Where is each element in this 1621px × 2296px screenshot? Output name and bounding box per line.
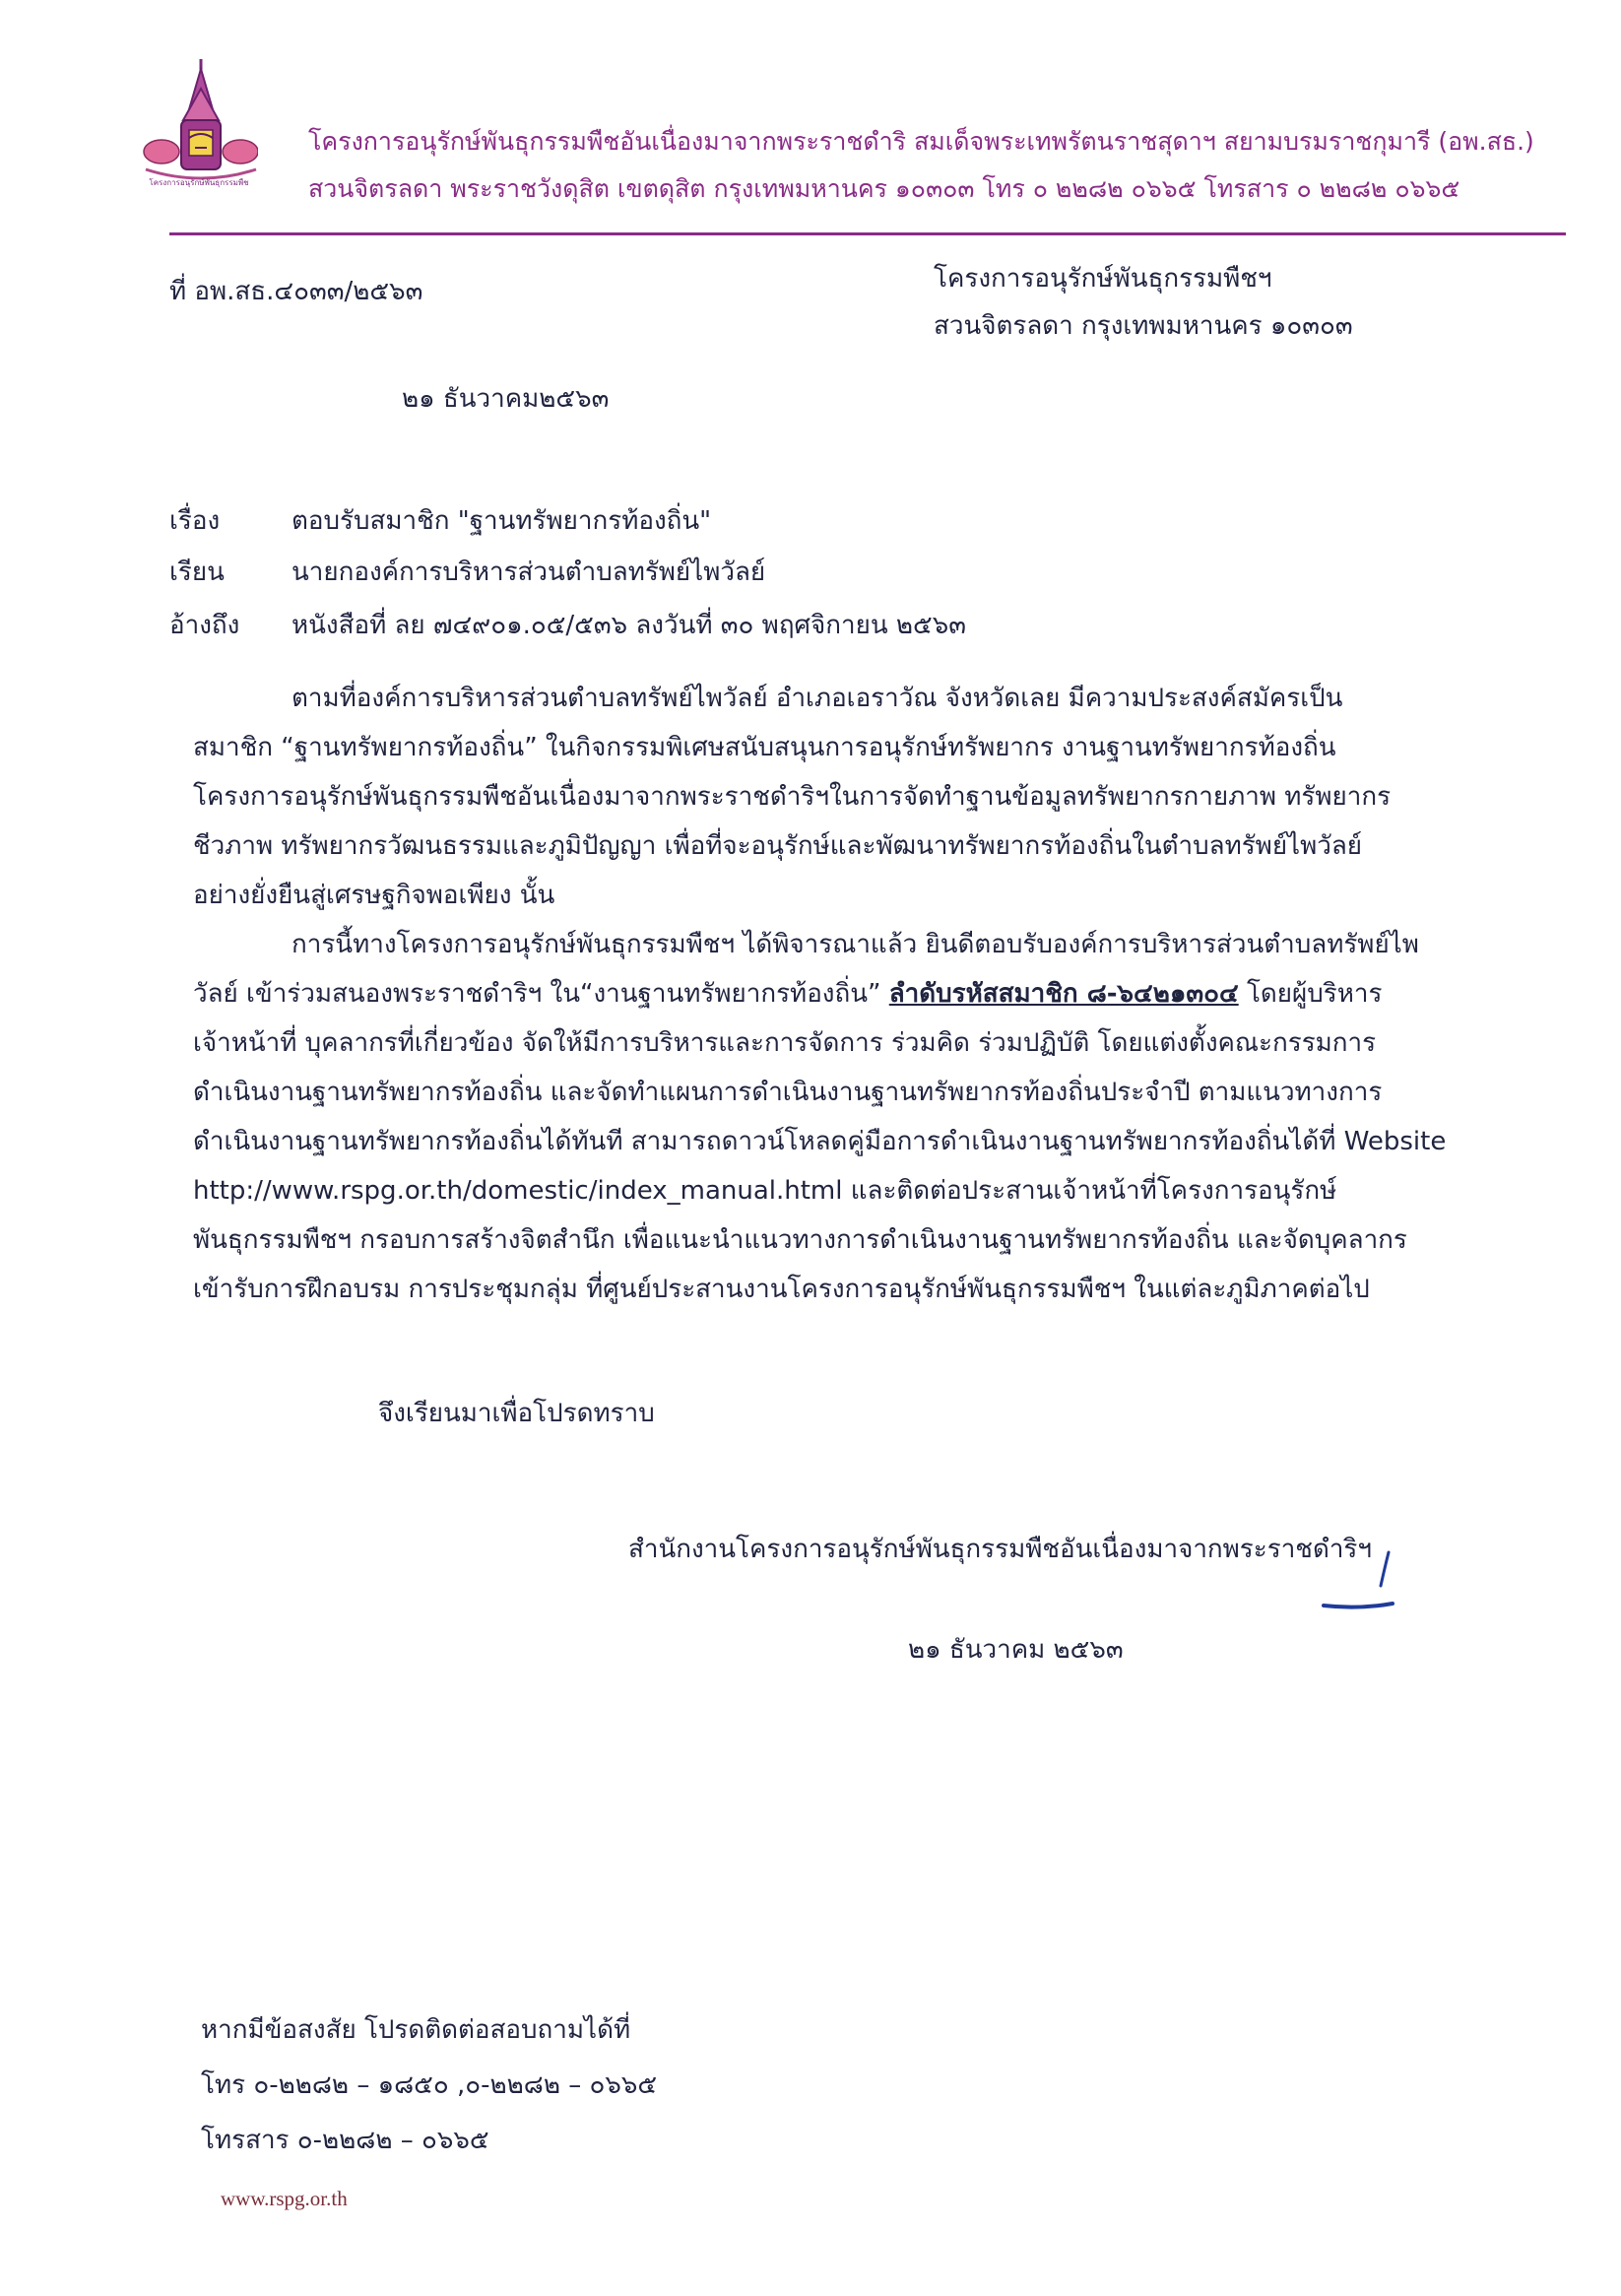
contact-question: หากมีข้อสงสัย โปรดติดต่อสอบถามได้ที่ [201, 2015, 631, 2045]
rspg-logo [140, 59, 258, 197]
subject-value: ตอบรับสมาชิก "ฐานทรัพยากรท้องถิ่น" [292, 506, 712, 536]
logo-caption: โครงการอนุรักษ์พันธุกรรมพืช [149, 178, 249, 187]
paragraph-2-line-code [193, 969, 1463, 1018]
sender-line-1: โครงการอนุรักษ์พันธุกรรมพืชฯ [934, 264, 1272, 294]
signature-stroke-icon [1320, 1548, 1408, 1617]
subject-label: เรื่อง [169, 506, 221, 536]
paragraph-1 [193, 674, 1463, 920]
footer-website: www.rspg.or.th [221, 2187, 348, 2210]
paragraph-1-line: อย่างยั่งยืนสู่เศรษฐกิจพอเพียง นั้น [193, 881, 555, 910]
paragraph-2-line: ดำเนินงานฐานทรัพยากรท้องถิ่นได้ทันที สามารถดาวน์โหลดคู่มือการดำเนินงานฐานทรัพยากรท้องถิ่นได้ที่ Website [193, 1127, 1447, 1156]
recipient-value: นายกองค์การบริหารส่วนตำบลทรัพย์ไพวัลย์ [292, 558, 766, 587]
paragraph-2 [193, 920, 1463, 1314]
reference-label: อ้างถึง [169, 611, 240, 640]
paragraph-2-line: การนี้ทางโครงการอนุรักษ์พันธุกรรมพืชฯ ได้พิจารณาแล้ว ยินดีตอบรับองค์การบริหารส่วนตำบลทรัพย์ไพ [292, 930, 1419, 959]
paragraph-2-line: พันธุกรรมพืชฯ กรอบการสร้างจิตสำนึก เพื่อแนะนำแนวทางการดำเนินงานฐานทรัพยากรท้องถิ่น และจัดบุคลากร [193, 1225, 1407, 1255]
manual-url-line: http://www.rspg.or.th/domestic/index_manual.html และติดต่อประสานเจ้าหน้าที่โครงการอนุรักษ์ [193, 1176, 1337, 1206]
paragraph-2-line: เจ้าหน้าที่ บุคลากรที่เกี่ยวข้อง จัดให้มีการบริหารและการจัดการ ร่วมคิด ร่วมปฏิบัติ โดยแต่งตั้งคณะกรรมการ [193, 1028, 1377, 1058]
reference-value: หนังสือที่ ลย ๗๔๙๐๑.๐๕/๕๓๖ ลงวันที่ ๓๐ พฤศจิกายน ๒๕๖๓ [292, 611, 967, 640]
paragraph-1-line: โครงการอนุรักษ์พันธุกรรมพืชอันเนื่องมาจากพระราชดำริฯในการจัดทำฐานข้อมูลทรัพยากรกายภาพ ทรัพยากร [193, 782, 1392, 812]
paragraph-2-text: วัลย์ เข้าร่วมสนองพระราชดำริฯ ใน“งานฐานทรัพยากรท้องถิ่น” [193, 979, 889, 1009]
letterhead-divider [169, 232, 1566, 235]
letterhead-line-1: โครงการอนุรักษ์พันธุกรรมพืชอันเนื่องมาจากพระราชดำริ สมเด็จพระเทพรัตนราชสุดาฯ สยามบรมราชกุมารี (อพ.สธ.) [308, 127, 1534, 156]
contact-phone: โทร ๐-๒๒๘๒ – ๑๘๕๐ ,๐-๒๒๘๒ – ๐๖๖๕ [201, 2070, 658, 2100]
paragraph-1-line: สมาชิก “ฐานทรัพยากรท้องถิ่น” ในกิจกรรมพิเศษสนับสนุนการอนุรักษ์ทรัพยากร งานฐานทรัพยากรท้องถิ่น [193, 733, 1336, 762]
recipient-label: เรียน [169, 558, 225, 587]
paragraph-1-line: ชีวภาพ ทรัพยากรวัฒนธรรมและภูมิปัญญา เพื่อที่จะอนุรักษ์และพัฒนาทรัพยากรท้องถิ่นในตำบลทรัพย์ไพวัลย์ [193, 831, 1363, 861]
paragraph-2-line: ดำเนินงานฐานทรัพยากรท้องถิ่น และจัดทำแผนการดำเนินงานฐานทรัพยากรท้องถิ่นประจำปี ตามแนวทางการ [193, 1078, 1383, 1107]
letterhead-line-2: สวนจิตรลดา พระราชวังดุสิต เขตดุสิต กรุงเทพมหานคร ๑๐๓๐๓ โทร ๐ ๒๒๘๒ ๐๖๖๕ โทรสาร ๐ ๒๒๘๒ ๐๖๖๕ [308, 174, 1460, 203]
document-number: ที่ อพ.สธ.๔๐๓๓/๒๕๖๓ [169, 277, 423, 306]
paragraph-2-line: เข้ารับการฝึกอบรม การประชุมกลุ่ม ที่ศูนย์ประสานงานโครงการอนุรักษ์พันธุกรรมพืชฯ ในแต่ละภูมิภาคต่อไป [193, 1275, 1370, 1304]
contact-fax: โทรสาร ๐-๒๒๘๒ – ๐๖๖๕ [201, 2126, 489, 2155]
paragraph-2-text: โดยผู้บริหาร [1238, 979, 1383, 1009]
paragraph-1-line: ตามที่องค์การบริหารส่วนตำบลทรัพย์ไพวัลย์ อำเภอเอราวัณ จังหวัดเลย มีความประสงค์สมัครเป็น [292, 684, 1343, 713]
rspg-emblem-icon [140, 59, 258, 197]
signature-mark [1320, 1548, 1408, 1617]
sender-line-2: สวนจิตรลดา กรุงเทพมหานคร ๑๐๓๐๓ [934, 311, 1353, 341]
signature-date: ๒๑ ธันวาคม ๒๕๖๓ [908, 1635, 1124, 1665]
signature-office: สำนักงานโครงการอนุรักษ์พันธุกรรมพืชอันเนื่องมาจากพระราชดำริฯ [628, 1535, 1372, 1564]
document-date: ๒๑ ธันวาคม๒๕๖๓ [402, 384, 610, 414]
member-code: ลำดับรหัสสมาชิก ๘-๖๔๒๑๓๐๔ [888, 979, 1239, 1009]
closing-text: จึงเรียนมาเพื่อโปรดทราบ [378, 1399, 655, 1428]
